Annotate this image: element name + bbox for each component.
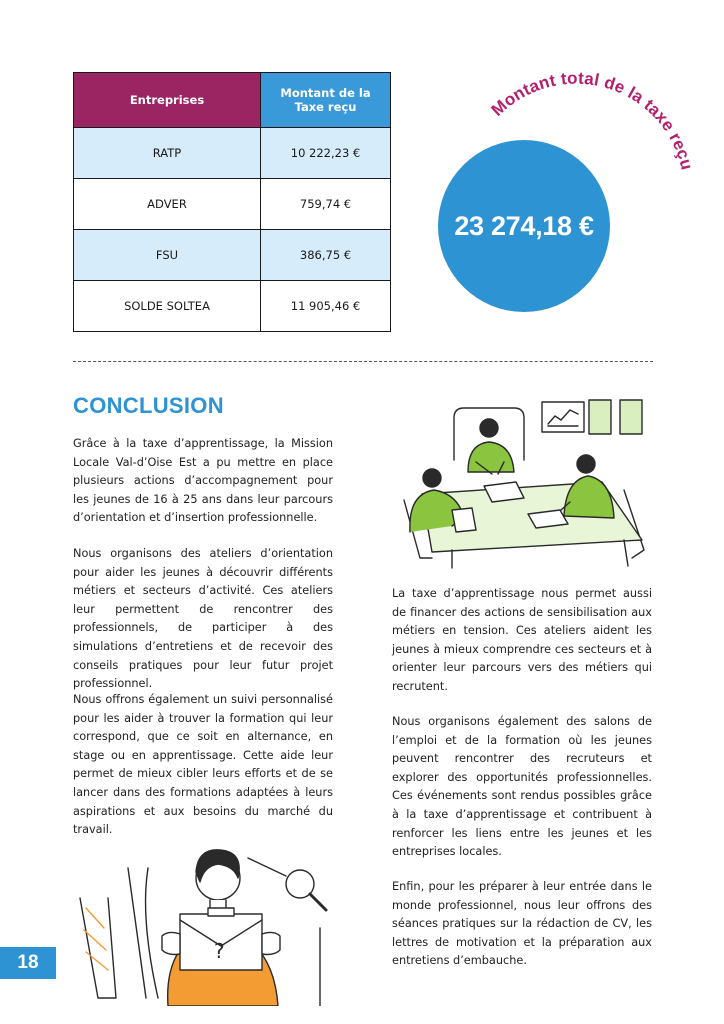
row-company: SOLDE SOLTEA <box>74 281 261 332</box>
page-number-badge <box>0 947 56 979</box>
row-amount: 759,74 € <box>261 179 391 230</box>
conclusion-paragraph: Enfin, pour les préparer à leur entrée dans le monde professionnel, nous leur offrons des séances pratiques sur la rédaction de CV, les lettres de motivation et la préparation aux entretiens d’embauche. <box>392 880 652 968</box>
header-amount: Montant de la Taxe reçu <box>261 73 391 128</box>
row-company: RATP <box>74 128 261 179</box>
total-label: Montant total de la taxe reçu <box>487 68 697 172</box>
row-amount: 386,75 € <box>261 230 391 281</box>
conclusion-paragraph: La taxe d’apprentissage nous permet aussi de financer des actions de sensibilisation aux métiers en tension. Ces ateliers aident les jeunes à mieux comprendre ces secteurs et à orienter leur parcours vers des métiers qui recrutent. <box>392 587 652 693</box>
header-company: Entreprises <box>74 73 261 128</box>
table-row <box>74 281 391 332</box>
row-company: FSU <box>74 230 261 281</box>
section-divider <box>73 361 653 362</box>
table-header-row <box>74 73 391 128</box>
row-company: ADVER <box>74 179 261 230</box>
conclusion-paragraph: Nous organisons des ateliers d’orientation pour aider les jeunes à découvrir différents métiers et secteurs d’activité. Ces ateliers leur permettent de rencontrer des professionnels, de participer à des simulations d’entretiens et de recevoir des conseils pratiques pour leur futur projet professionnel. <box>73 547 333 691</box>
table-row <box>74 230 391 281</box>
conclusion-paragraph: Nous organisons également des salons de l’emploi et de la formation où les jeunes peuvent rencontrer des recruteurs et explorer des opportunités professionnelles. Ces événements sont rendus possibles grâce à la taxe d’apprentissage et contribuent à renforcer les liens entre les jeunes et les entreprises locales. <box>392 715 652 859</box>
row-amount: 11 905,46 € <box>261 281 391 332</box>
conclusion-title: CONCLUSION <box>73 393 224 418</box>
row-amount: 10 222,23 € <box>261 128 391 179</box>
meeting-illustration <box>392 390 654 570</box>
svg-text:?: ? <box>214 939 225 963</box>
table-row <box>74 128 391 179</box>
total-value: 23 274,18 € <box>454 210 594 241</box>
conclusion-paragraph: Grâce à la taxe d’apprentissage, la Mission Locale Val-d’Oise Est a pu mettre en place plusieurs actions d’accompagnement pour les jeunes de 16 à 25 ans dans leur parcours d’orientation et d’insertion professionnelle. <box>73 437 333 525</box>
total-circle <box>438 140 610 312</box>
table-row <box>74 179 391 230</box>
conclusion-paragraph: Nous offrons également un suivi personnalisé pour les aider à trouver la formation qui leur correspond, que ce soit en alternance, en stage ou en apprentissage. Cette aide leur permet de mieux cibler leurs efforts et de se lancer dans des formations adaptées à leurs aspirations et aux besoins du marché du travail. <box>73 693 333 837</box>
page-number: 18 <box>17 952 39 973</box>
tax-table <box>73 72 391 332</box>
job-search-illustration <box>68 838 340 1006</box>
